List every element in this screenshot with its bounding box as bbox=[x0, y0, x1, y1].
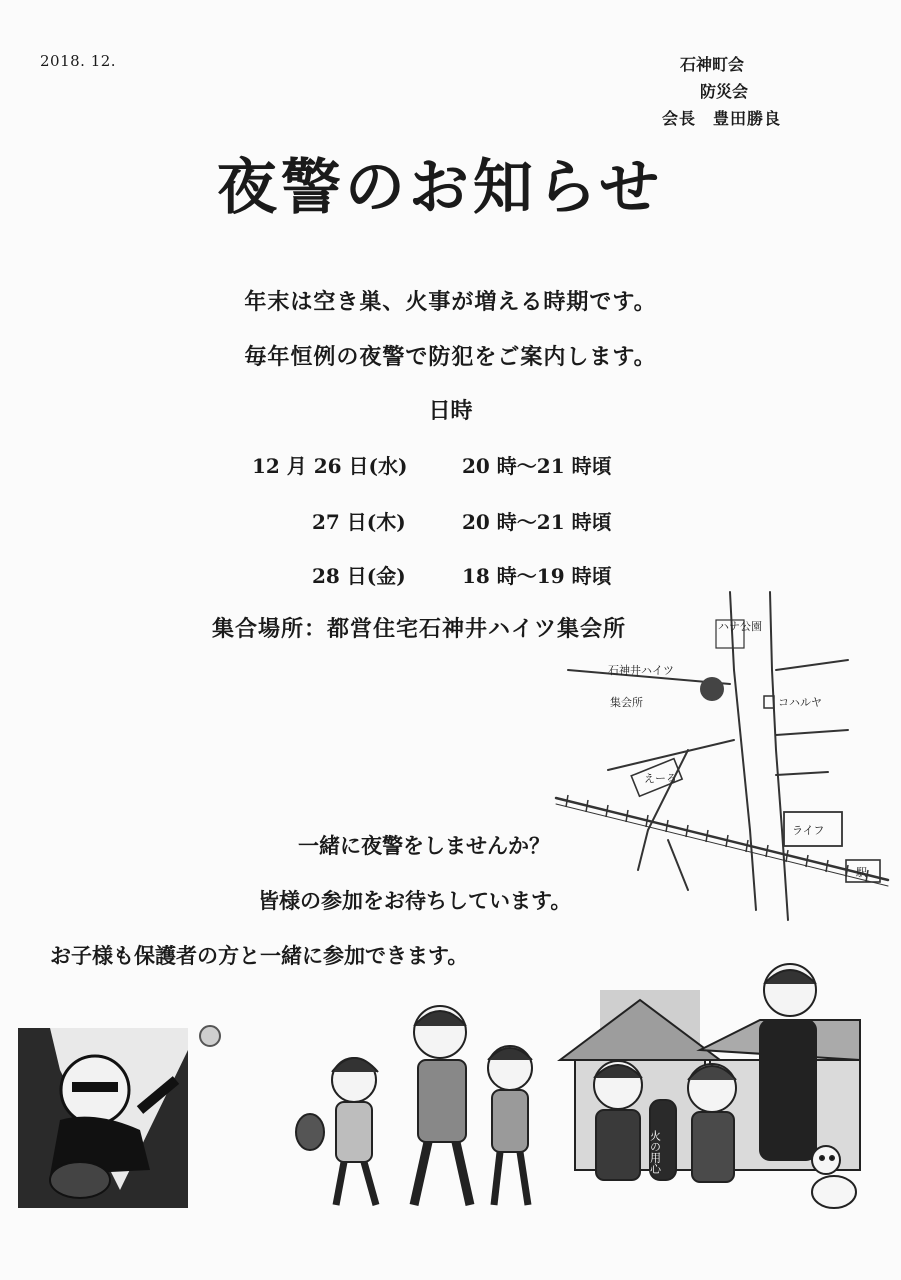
schedule-date-3: 28 日(金) bbox=[312, 564, 406, 588]
map-label-park: ハナ公園 bbox=[718, 620, 762, 633]
meeting-place: 集合場所：都営住宅石神井ハイツ集会所 bbox=[212, 617, 627, 642]
schedule-heading: 日時 bbox=[428, 399, 473, 424]
family-patrol-icon bbox=[296, 1006, 532, 1205]
page-title: 夜警のお知らせ bbox=[216, 153, 664, 223]
map-label-hall-2: 集会所 bbox=[610, 696, 643, 709]
map-label-life: ライフ bbox=[792, 824, 825, 837]
org-chairman: 会長 豊田勝良 bbox=[662, 109, 782, 128]
schedule-time-3: 18 時～19 時頃 bbox=[462, 564, 612, 588]
invitation-line-1: 一緒に夜警をしませんか？ bbox=[298, 834, 550, 858]
map-label-hall: 石神井ハイツ bbox=[608, 664, 674, 677]
map-label-station: 駅 bbox=[856, 866, 867, 879]
schedule-time-2: 20 時～21 時頃 bbox=[462, 510, 612, 534]
map-label-store: コハルヤ bbox=[778, 696, 822, 709]
schedule-time-1: 20 時～21 時頃 bbox=[462, 454, 612, 478]
org-name: 石神町会 bbox=[680, 55, 745, 74]
org-department: 防災会 bbox=[700, 82, 749, 101]
map-icon bbox=[548, 590, 893, 930]
fire-watch-icon bbox=[560, 964, 860, 1182]
schedule-date-1: 12 月 26 日(水) bbox=[252, 454, 408, 478]
invitation-line-2: 皆様の参加をお待ちしています。 bbox=[258, 889, 572, 913]
fire-watch-sign: 火の用心 bbox=[648, 1130, 662, 1174]
document-date: 2018. 12. bbox=[40, 52, 117, 70]
map-label-shop: えーる bbox=[644, 772, 677, 785]
intro-line-1: 年末は空き巣、火事が増える時期です。 bbox=[244, 290, 657, 315]
burglar-icon bbox=[18, 1026, 220, 1208]
illustration-area bbox=[0, 960, 901, 1280]
intro-line-2: 毎年恒例の夜警で防犯をご案内します。 bbox=[244, 345, 657, 370]
schedule-date-2: 27 日(木) bbox=[312, 510, 406, 534]
invitation-line-3: お子様も保護者の方と一緒に参加できます。 bbox=[50, 944, 469, 968]
